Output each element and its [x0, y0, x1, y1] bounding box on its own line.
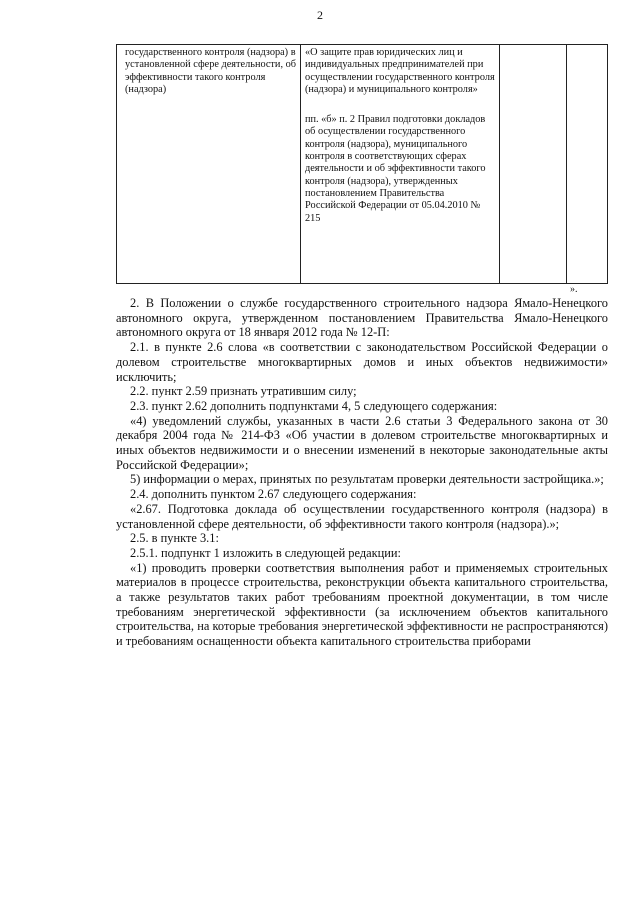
document-body — [116, 296, 608, 649]
table-closing-quote: ». — [570, 284, 578, 295]
cell-legal-basis-part2: пп. «б» п. 2 Правил подготовки докладов об осуществлении государственного контроля (надзора), муниципального контроля в соответствующих сферах деятельности и об эффективности такого контроля (надзора), утвержденных постановлением Правительства Российской Федерации от 05.04.2010 № 215 — [304, 114, 486, 224]
paragraph: 2.3. пункт 2.62 дополнить подпунктами 4, 5 следующего содержания: — [130, 398, 498, 413]
paragraph: 2.5.1. подпункт 1 изложить в следующей редакции: — [130, 545, 402, 560]
table-cell-empty-2 — [566, 45, 607, 284]
cell-legal-basis-part1: «О защите прав юридических лиц и индивидуальных предпринимателей при осуществлении государственного контроля (надзора) и муниципального контроля» — [304, 47, 495, 95]
cell-subject-text: государственного контроля (надзора) в установленной сфере деятельности, об эффективности такого контроля (надзора) — [125, 47, 296, 95]
paragraph: 2.2. пункт 2.59 признать утратившим силу; — [130, 384, 357, 399]
regulation-table — [116, 44, 608, 284]
table-row — [117, 45, 608, 284]
table-cell-empty-1 — [499, 45, 566, 284]
paragraph: «1) проводить проверки соответствия выполнения работ и применяемых строительных материалов в процессе строительства, реконструкции объекта капитального строительства, а также результатов таких работ требованиям проектной документации, в том числе требованиям энергетической эффективности (за исключением объектов капитального строительства, на которые требования энергетической эффективности не распространяются) и требованиям оснащенности объекта капитального строительства приборами — [116, 560, 608, 649]
paragraph: 2. В Положении о службе государственного строительного надзора Ямало-Ненецкого автономного округа, утвержденном постановлением Правительства Ямало-Ненецкого автономного округа от 18 января 2012 года № 12-П: — [116, 296, 608, 340]
paragraph: «2.67. Подготовка доклада об осуществлении государственного контроля (надзора) в установленной сфере деятельности, об эффективности такого контроля (надзора).»; — [116, 501, 608, 531]
paragraph: 2.1. в пункте 2.6 слова «в соответствии с законодательством Российской Федерации о долевом строительстве многоквартирных домов и иных объектов недвижимости» исключить; — [116, 340, 608, 384]
table-cell-legal-basis — [300, 45, 499, 284]
table-cell-subject — [117, 45, 301, 284]
paragraph: 2.4. дополнить пунктом 2.67 следующего содержания: — [130, 487, 417, 502]
page-number: 2 — [317, 8, 323, 22]
paragraph: 2.5. в пункте 3.1: — [130, 531, 219, 546]
paragraph: «4) уведомлений службы, указанных в части 2.6 статьи 3 Федерального закона от 30 декабря 2004 года № 214-ФЗ «Об участии в долевом строительстве многоквартирных и иных объектов недвижимости и о внесении изменений в некоторые законодательные акты Российской Федерации»; — [116, 413, 608, 472]
paragraph: 5) информации о мерах, принятых по результатам проверки деятельности застройщика.»; — [130, 472, 604, 487]
